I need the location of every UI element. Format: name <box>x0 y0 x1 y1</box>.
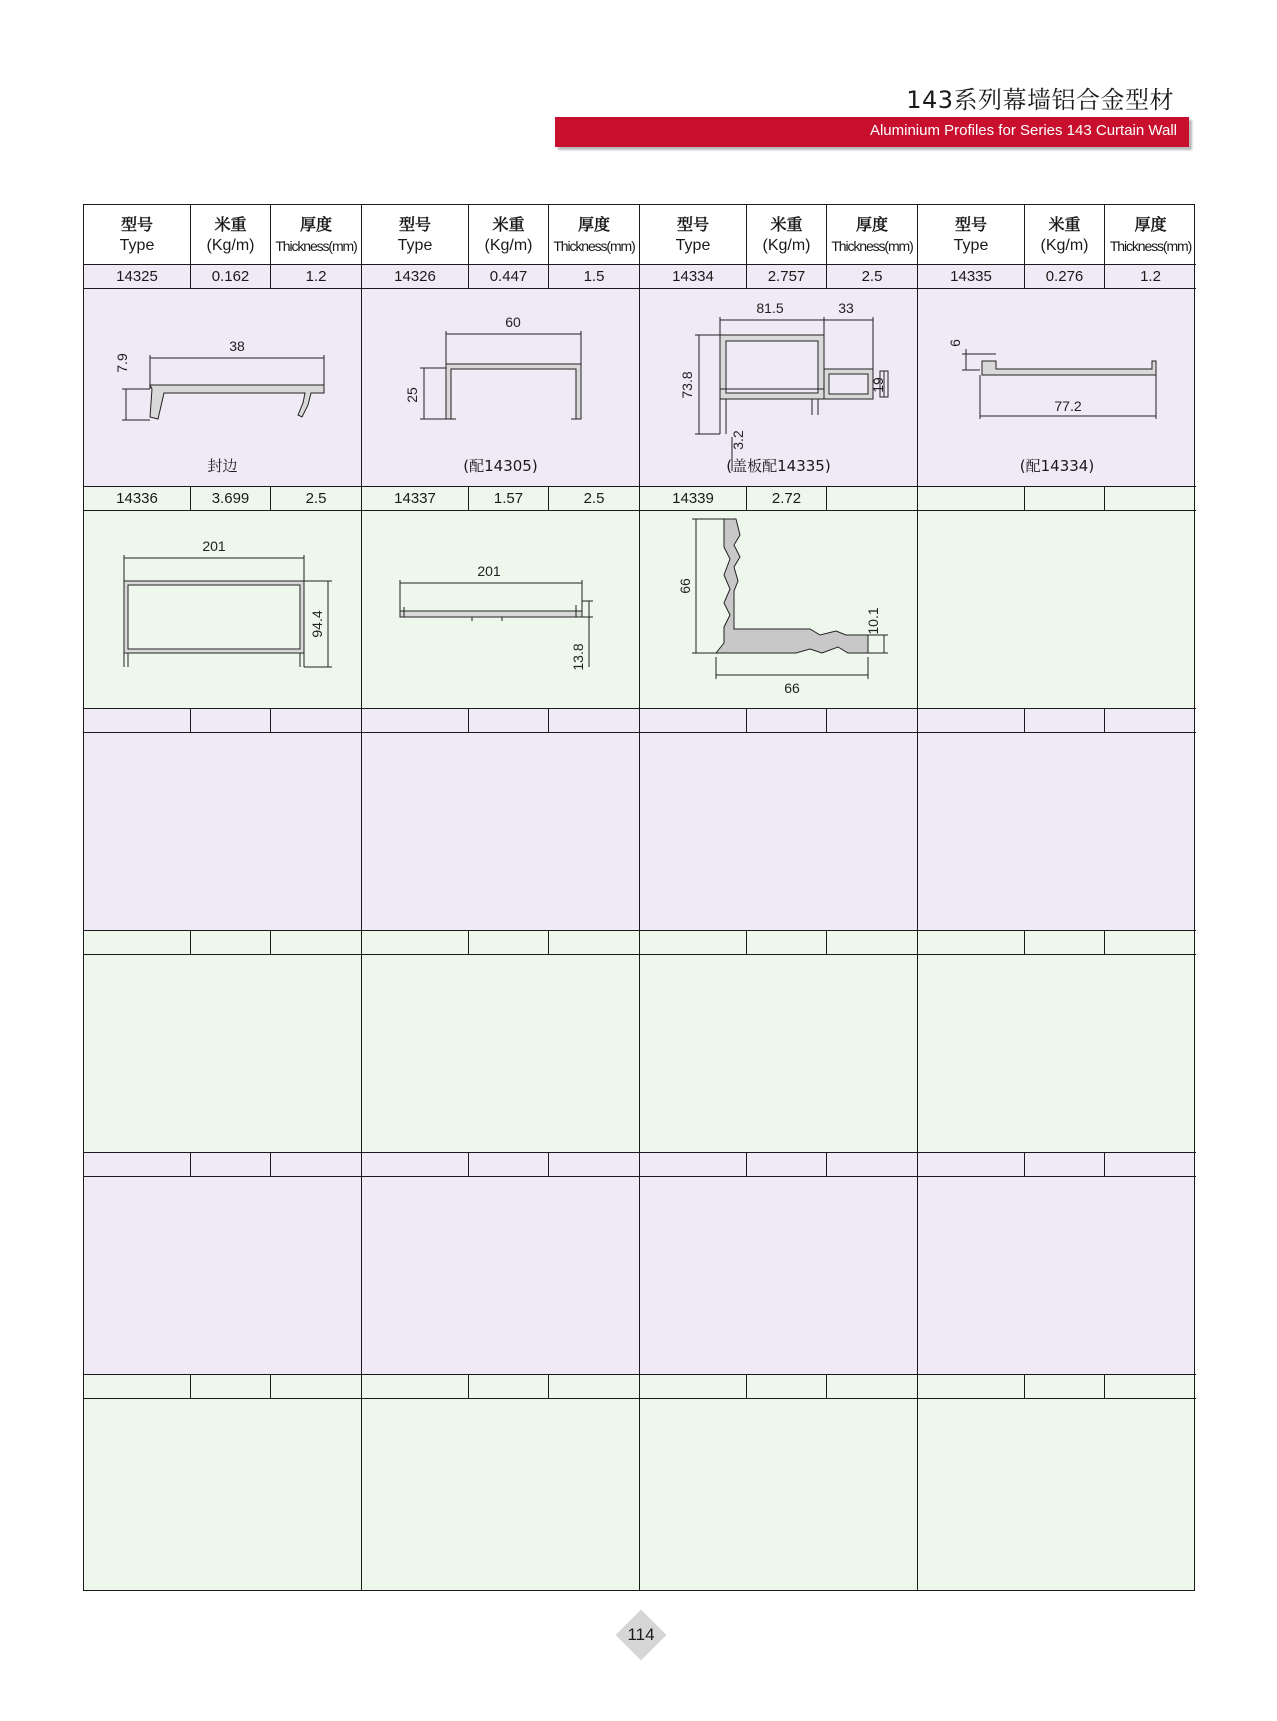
col-weight-zh: 米重 <box>1048 214 1081 234</box>
empty-cell <box>271 931 362 955</box>
thickness-cell: 1.2 <box>1105 265 1196 289</box>
dim-label: 201 <box>477 563 501 579</box>
empty-cell <box>640 1153 747 1177</box>
weight-cell: 0.276 <box>1025 265 1105 289</box>
col-weight-zh: 米重 <box>214 214 247 234</box>
empty-cell <box>640 709 747 733</box>
col-type-en: Type <box>675 236 711 254</box>
empty-profile-cell <box>640 733 918 931</box>
empty-profile-cell <box>84 733 362 931</box>
thickness-cell: 2.5 <box>827 265 918 289</box>
col-type-en: Type <box>119 236 155 254</box>
empty-image-row <box>84 733 1194 931</box>
dim-label: 94.4 <box>309 610 325 638</box>
type-cell: 14326 <box>362 265 469 289</box>
col-type-header <box>640 205 747 265</box>
col-type-zh: 型号 <box>120 214 153 234</box>
empty-cell <box>747 1375 827 1399</box>
dim-label: 13.8 <box>570 643 586 671</box>
col-type-header <box>362 205 469 265</box>
profile-drawing-14337 <box>362 511 638 707</box>
thickness-cell: 1.5 <box>549 265 640 289</box>
empty-profile-cell <box>362 1399 640 1590</box>
empty-image-row <box>84 1177 1194 1375</box>
dim-label: 10.1 <box>865 607 881 635</box>
empty-cell <box>1105 487 1196 511</box>
profile-cell-14336 <box>84 511 362 709</box>
dim-label: 25 <box>404 387 420 403</box>
empty-cell <box>469 1375 549 1399</box>
type-cell: 14336 <box>84 487 191 511</box>
dim-label: 38 <box>229 338 245 354</box>
empty-cell <box>362 1153 469 1177</box>
type-cell: 14325 <box>84 265 191 289</box>
col-thickness-header <box>549 205 640 265</box>
dim-label: 6 <box>947 339 963 347</box>
profile-image-row <box>84 511 1194 709</box>
empty-cell <box>1025 709 1105 733</box>
type-cell: 14339 <box>640 487 747 511</box>
empty-cell <box>191 931 271 955</box>
empty-cell <box>1105 709 1196 733</box>
profile-cell-14325 <box>84 289 362 487</box>
empty-cell <box>747 709 827 733</box>
empty-cell <box>918 1153 1025 1177</box>
col-type-zh: 型号 <box>954 214 987 234</box>
dim-label: 3.2 <box>730 430 746 450</box>
dim-label: 201 <box>202 538 226 554</box>
empty-profile-cell <box>640 1399 918 1590</box>
profile-cell-14339 <box>640 511 918 709</box>
col-thickness-header <box>271 205 362 265</box>
weight-cell: 0.447 <box>469 265 549 289</box>
empty-cell <box>918 931 1025 955</box>
profile-cell-14335 <box>918 289 1196 487</box>
empty-cell <box>1105 931 1196 955</box>
col-thickness-zh: 厚度 <box>1134 214 1167 234</box>
weight-cell: 1.57 <box>469 487 549 511</box>
empty-cell <box>271 1153 362 1177</box>
col-weight-en: (Kg/m) <box>1040 236 1089 254</box>
col-weight-zh: 米重 <box>492 214 525 234</box>
thickness-cell <box>827 487 918 511</box>
col-thickness-zh: 厚度 <box>577 214 610 234</box>
col-type-zh: 型号 <box>676 214 709 234</box>
page-number: 114 <box>627 1625 655 1644</box>
profile-cell-14334 <box>640 289 918 487</box>
empty-cell <box>84 1153 191 1177</box>
col-type-header <box>84 205 191 265</box>
empty-cell <box>271 1375 362 1399</box>
weight-cell: 2.757 <box>747 265 827 289</box>
empty-cell <box>918 709 1025 733</box>
empty-cell <box>469 709 549 733</box>
empty-profile-cell <box>918 511 1196 709</box>
empty-profile-cell <box>640 955 918 1153</box>
page-subtitle: Aluminium Profiles for Series 143 Curtain Wall <box>869 122 1177 139</box>
page-title: 143系列幕墙铝合金型材 <box>906 86 1174 114</box>
empty-cell <box>1025 931 1105 955</box>
col-weight-header <box>747 205 827 265</box>
empty-cell <box>362 709 469 733</box>
catalog-table <box>83 204 1195 1591</box>
empty-cell <box>191 1375 271 1399</box>
empty-profile-cell <box>918 955 1196 1153</box>
col-weight-en: (Kg/m) <box>762 236 811 254</box>
dim-label: 77.2 <box>1054 398 1082 414</box>
empty-cell <box>1105 1153 1196 1177</box>
empty-profile-cell <box>362 955 640 1153</box>
type-cell: 14337 <box>362 487 469 511</box>
weight-cell: 3.699 <box>191 487 271 511</box>
empty-cell <box>191 709 271 733</box>
dim-label: 73.8 <box>679 371 695 399</box>
empty-cell <box>271 709 362 733</box>
empty-cell <box>549 709 640 733</box>
type-cell: 14334 <box>640 265 747 289</box>
empty-cell <box>469 931 549 955</box>
column-header-row <box>84 205 1194 265</box>
col-thickness-zh: 厚度 <box>855 214 888 234</box>
empty-cell <box>1025 487 1105 511</box>
empty-cell <box>640 931 747 955</box>
empty-cell <box>918 487 1025 511</box>
empty-cell <box>918 1375 1025 1399</box>
empty-cell <box>1105 1375 1196 1399</box>
col-weight-header <box>1025 205 1105 265</box>
dim-label: 7.9 <box>114 353 130 373</box>
page-number-badge <box>616 1610 666 1660</box>
empty-profile-cell <box>362 1177 640 1375</box>
empty-profile-cell <box>918 733 1196 931</box>
empty-cell <box>747 1153 827 1177</box>
profile-value-row <box>84 265 1194 289</box>
empty-cell <box>469 1153 549 1177</box>
col-type-zh: 型号 <box>398 214 431 234</box>
empty-image-row <box>84 955 1194 1153</box>
dim-label: 66 <box>677 578 693 594</box>
empty-cell <box>549 1153 640 1177</box>
profile-drawing-14339 <box>640 511 916 707</box>
dim-label: 81.5 <box>756 300 784 316</box>
empty-value-row <box>84 1375 1194 1399</box>
profile-caption: 封边 <box>207 457 238 475</box>
col-thickness-en: Thickness(mm) <box>275 237 357 254</box>
col-thickness-header <box>1105 205 1196 265</box>
profile-caption: (配14334) <box>1019 457 1095 475</box>
empty-profile-cell <box>640 1177 918 1375</box>
dim-label: 66 <box>784 680 800 696</box>
profile-caption: (配14305) <box>463 457 538 475</box>
empty-profile-cell <box>362 733 640 931</box>
col-type-en: Type <box>397 236 433 254</box>
profile-caption: (盖板配14335) <box>726 457 831 475</box>
weight-cell: 2.72 <box>747 487 827 511</box>
empty-value-row <box>84 931 1194 955</box>
empty-profile-cell <box>918 1177 1196 1375</box>
profile-cell-14337 <box>362 511 640 709</box>
col-thickness-en: Thickness(mm) <box>553 237 635 254</box>
empty-cell <box>827 709 918 733</box>
col-weight-zh: 米重 <box>770 214 803 234</box>
col-weight-header <box>191 205 271 265</box>
empty-cell <box>191 1153 271 1177</box>
empty-cell <box>84 1375 191 1399</box>
empty-profile-cell <box>918 1399 1196 1590</box>
thickness-cell: 2.5 <box>271 487 362 511</box>
profile-drawing-14336 <box>84 511 360 707</box>
empty-cell <box>827 1375 918 1399</box>
thickness-cell: 2.5 <box>549 487 640 511</box>
profile-value-row <box>84 487 1194 511</box>
header-bar <box>555 117 1189 147</box>
empty-value-row <box>84 709 1194 733</box>
col-thickness-header <box>827 205 918 265</box>
empty-cell <box>549 931 640 955</box>
col-type-header <box>918 205 1025 265</box>
empty-cell <box>549 1375 640 1399</box>
empty-cell <box>1025 1375 1105 1399</box>
profile-image-row <box>84 289 1194 487</box>
type-cell: 14335 <box>918 265 1025 289</box>
empty-cell <box>640 1375 747 1399</box>
thickness-cell: 1.2 <box>271 265 362 289</box>
weight-cell: 0.162 <box>191 265 271 289</box>
empty-cell <box>362 1375 469 1399</box>
dim-label: 33 <box>838 300 854 316</box>
empty-cell <box>827 1153 918 1177</box>
col-thickness-en: Thickness(mm) <box>1109 237 1192 254</box>
empty-image-row <box>84 1399 1194 1590</box>
empty-profile-cell <box>84 1399 362 1590</box>
col-weight-header <box>469 205 549 265</box>
empty-profile-cell <box>84 1177 362 1375</box>
empty-cell <box>747 931 827 955</box>
col-weight-en: (Kg/m) <box>484 236 533 254</box>
col-thickness-zh: 厚度 <box>299 214 332 234</box>
col-type-en: Type <box>953 236 989 254</box>
empty-cell <box>84 709 191 733</box>
empty-cell <box>1025 1153 1105 1177</box>
empty-profile-cell <box>84 955 362 1153</box>
empty-cell <box>827 931 918 955</box>
col-thickness-en: Thickness(mm) <box>831 237 913 254</box>
dim-label: 60 <box>505 314 521 330</box>
empty-value-row <box>84 1153 1194 1177</box>
dim-label: 19 <box>870 377 886 393</box>
empty-cell <box>84 931 191 955</box>
profile-cell-14326 <box>362 289 640 487</box>
empty-cell <box>362 931 469 955</box>
col-weight-en: (Kg/m) <box>206 236 255 254</box>
